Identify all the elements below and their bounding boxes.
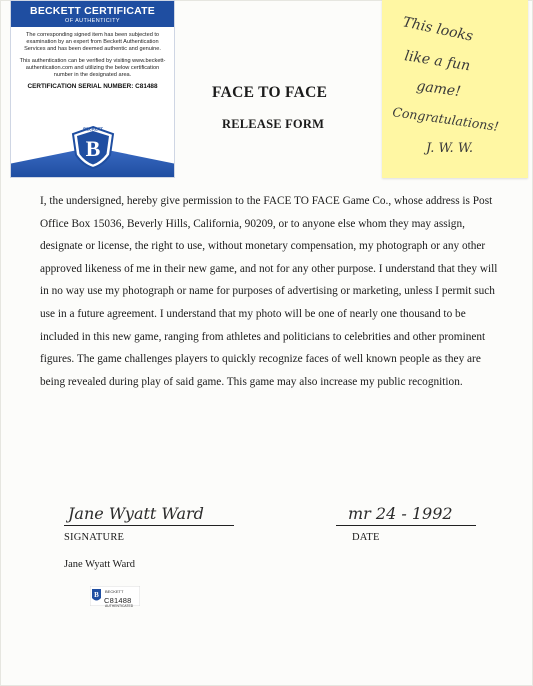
certificate-body	[11, 27, 174, 79]
sticky-line-3: game!	[415, 78, 462, 101]
certificate-subtitle: OF AUTHENTICITY	[65, 18, 120, 24]
beckett-shield-logo	[69, 125, 117, 169]
sticky-line-5: J. W. W.	[426, 141, 474, 156]
sticky-line-1: This looks	[401, 14, 475, 45]
beckett-certificate	[10, 0, 175, 178]
printed-name: Jane Wyatt Ward	[64, 559, 136, 570]
signature-text: Jane Wyatt Ward	[68, 504, 204, 523]
form-title: FACE TO FACE	[212, 84, 328, 101]
sticker-brand: BECKETT	[105, 589, 124, 594]
sticky-line-2: like a fun	[403, 48, 472, 75]
sticky-note	[382, 0, 528, 178]
logo-letter: B	[85, 136, 101, 161]
svg-text:B: B	[94, 591, 99, 599]
certificate-header	[11, 1, 174, 27]
certificate-serial	[11, 83, 174, 90]
signature-line	[64, 525, 234, 526]
sticky-note-handwriting	[382, 0, 528, 178]
sticky-line-4: Congratulations!	[391, 104, 500, 134]
date-text: mr 24 - 1992	[348, 504, 453, 523]
certificate-paragraph-1: The corresponding signed item has been subjected to examination by an expert from Beckett Authentication Services and has been deemed authentic and genuine.	[24, 32, 161, 53]
date-label: DATE	[352, 532, 380, 543]
certificate-paragraph-2: This authentication can be verified by visiting www.beckett-authentication.com and utilizing the below certification number in the designated area.	[19, 57, 166, 79]
date-line	[336, 525, 476, 526]
signature-label: SIGNATURE	[64, 532, 125, 543]
serial-label: CERTIFICATION SERIAL NUMBER:	[27, 83, 134, 91]
sticker-note: AUTHENTICATED	[105, 604, 134, 608]
serial-number: C81488	[135, 83, 158, 91]
logo-wordmark: BECKETT	[83, 126, 103, 132]
handwritten-signature	[66, 497, 236, 527]
handwritten-date	[344, 495, 484, 527]
certificate-title: BECKETT CERTIFICATE	[30, 5, 155, 17]
form-subtitle: RELEASE FORM	[222, 117, 325, 131]
sticker-code: C81488	[104, 596, 132, 605]
release-body-text: I, the undersigned, hereby give permission to the FACE TO FACE Game Co., whose address is Post Office Box 15036, Beverly Hills, California, 90209, or to anyone else whom they may assign, designate or license, the right to use, without monetary compensation, my photograph or any other approved likeness of me in their new game, and not for any other purpose. I understand that they will in no way use my photograph or name for purposes of advertising or marketing, unless I permit such use in a future agreement. I understand that my photo will be one of nearly one thousand to be included in this new game, ranging from athletes and politicians to celebrities and other prominent figures. The game challenges players to quickly recognize faces of well known people as they are being revealed during play of said game. This game may also increase my public recognition.	[40, 195, 498, 388]
